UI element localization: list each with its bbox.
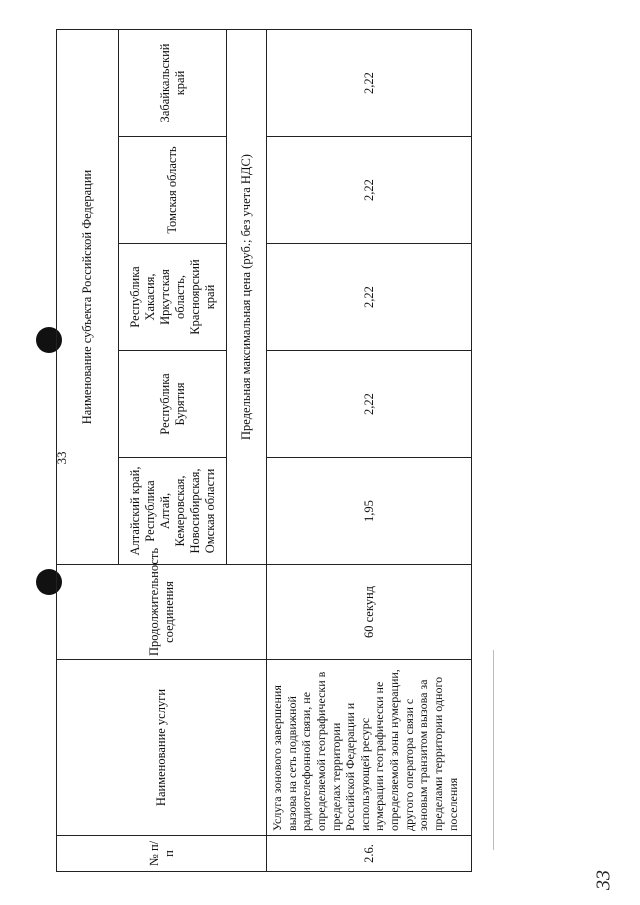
- handwritten-page-number: 33: [592, 870, 615, 890]
- header-region: Республика Хакасия, Иркутская область, Красноярский край: [119, 244, 227, 351]
- tariff-table: [56, 29, 472, 872]
- header-price-caption: Предельная максимальная цена (руб.; без учета НДС): [227, 29, 267, 564]
- header-subject-group: Наименование субъекта Российской Федерации: [57, 29, 119, 564]
- header-region: Томская область: [119, 137, 227, 244]
- header-region: Алтайский край, Республика Алтай, Кемеровская, Новосибирская, Омская области: [119, 458, 227, 565]
- header-duration: Продолжительность соединения: [57, 565, 267, 660]
- row-price: 1,95: [267, 458, 472, 565]
- table-row: [267, 29, 472, 871]
- row-price: 2,22: [267, 244, 472, 351]
- row-price: 2,22: [267, 351, 472, 458]
- row-no: 2.6.: [267, 836, 472, 872]
- tariff-table-rotated: [56, 30, 472, 872]
- header-region: Забайкальский край: [119, 29, 227, 136]
- margin-line: [493, 650, 494, 850]
- row-price: 2,22: [267, 137, 472, 244]
- row-price: 2,22: [267, 29, 472, 136]
- header-service-name: Наименование услуги: [57, 660, 267, 836]
- header-region: Республика Бурятия: [119, 351, 227, 458]
- header-no: № п/п: [57, 836, 267, 872]
- row-duration: 60 секунд: [267, 565, 472, 660]
- row-service: Услуга зонового завершения вызова на сеть подвижной радиотелефонной связи, не определяемой географически в пределах территории Российской Федерации и использующей ресурс нумерации географически не определяемой зоны нумерации, другого оператора связи с зоновым транзитом вызова за пределами территории одного поселения: [267, 660, 472, 836]
